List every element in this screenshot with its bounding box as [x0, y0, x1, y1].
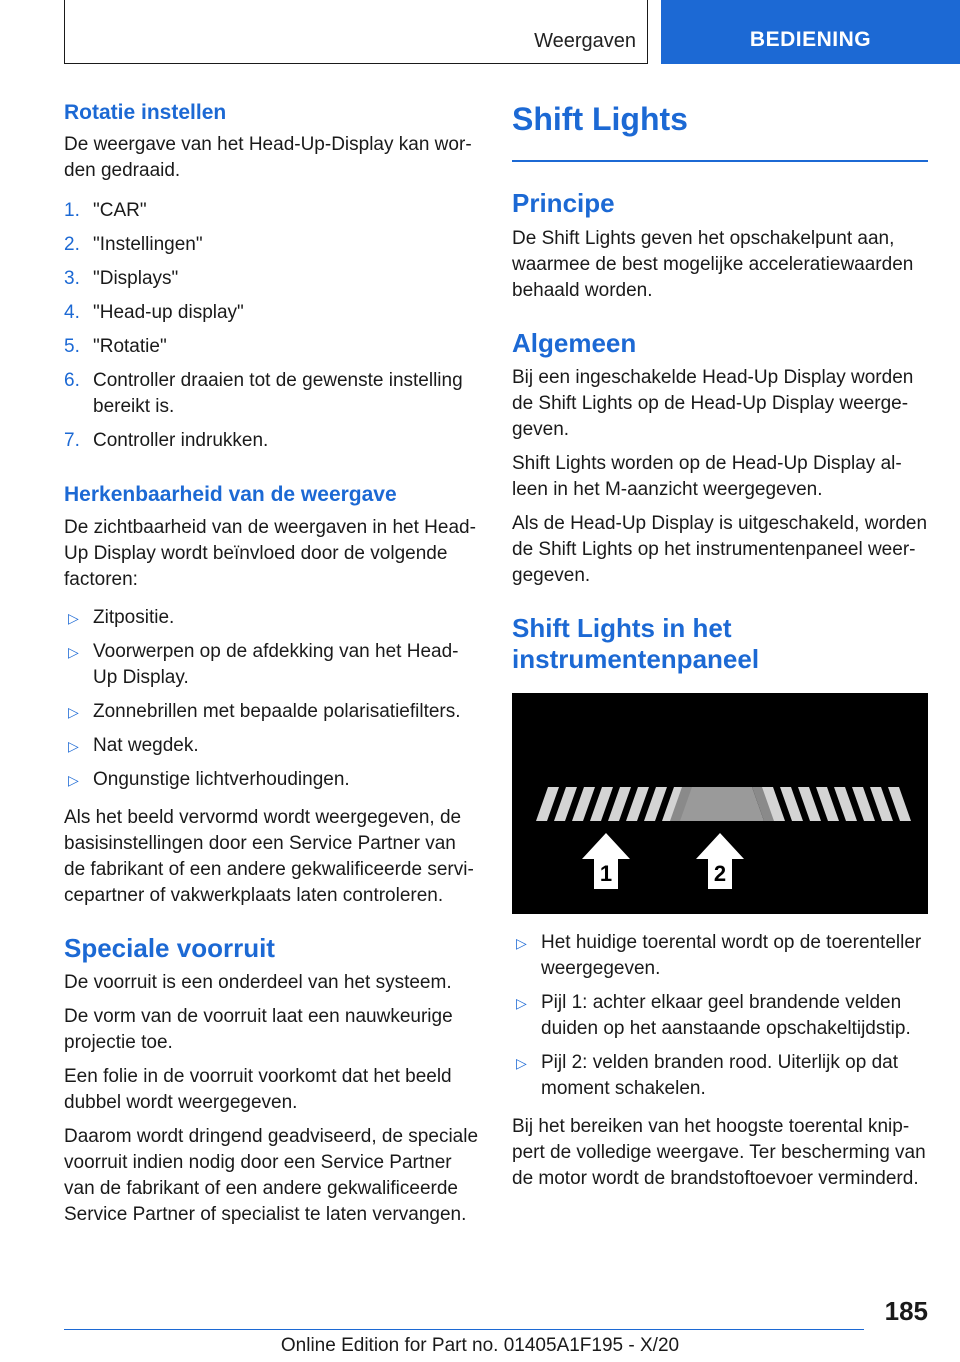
rotation-heading: Rotatie instellen: [64, 101, 227, 124]
windshield-paragraph: Een folie in de voorruit voorkomt dat het beeld dubbel wordt weergegeven.: [64, 1065, 452, 1113]
triangle-bullet-icon: ▷: [516, 995, 527, 1012]
windshield-heading: Speciale voorruit: [64, 932, 275, 963]
factor-text: Zonnebrillen met bepaalde polarisatiefilters.: [93, 700, 461, 722]
footer-edition: Online Edition for Part no. 01405A1F195 - X/20: [280, 1335, 680, 1356]
general-paragraph: Als de Head-Up Display is uitgeschakeld, worden de Shift Lights op het instrumentenpaneel weergegeven.: [512, 512, 928, 586]
step-text: "Head-up display": [93, 302, 244, 324]
shift-light-stripes-right: [762, 787, 911, 821]
title-rule: [512, 160, 928, 162]
list-item: [512, 1050, 928, 1102]
step-text: "CAR": [93, 200, 147, 222]
step-number: 3.: [64, 268, 80, 290]
list-item: [64, 639, 480, 691]
triangle-bullet-icon: ▷: [68, 609, 79, 626]
windshield-paragraph: De vorm van de voorruit laat een nauwkeurige projectie toe.: [64, 1005, 453, 1053]
shift-light-center-field: [680, 787, 764, 821]
windshield-paragraph: Daarom wordt dringend geadviseerd, de speciale voorruit indien nodig door een Service Partner van de fabrikant of een andere gekwalificeerde Service Partner of specialist te laten vervangen.: [64, 1125, 479, 1225]
list-item: [64, 266, 480, 292]
visibility-heading: Herkenbaarheid van de weergave: [64, 483, 397, 507]
shift-light-stripes-left: [536, 787, 685, 821]
general-paragraph: Shift Lights worden op de Head-Up Display alleen in het M-aanzicht weergegeven.: [512, 452, 902, 500]
list-item: [64, 232, 480, 258]
factor-text: Nat wegdek.: [93, 734, 199, 756]
step-text: "Displays": [93, 268, 179, 290]
list-item: [512, 990, 928, 1042]
factor-text: Ongunstige lichtverhoudingen.: [93, 768, 350, 790]
windshield-paragraph: De voorruit is een onderdeel van het systeem.: [64, 971, 452, 993]
cluster-item-text: Het huidige toerental wordt op de toerenteller weergegeven.: [541, 932, 922, 980]
shift-lights-figure: [512, 693, 928, 914]
triangle-bullet-icon: ▷: [516, 1055, 527, 1072]
step-number: 1.: [64, 200, 80, 222]
shift-lights-illustration: [512, 693, 928, 914]
step-number: 4.: [64, 302, 80, 324]
list-item: [512, 930, 928, 982]
list-item: [64, 368, 480, 420]
step-number: 5.: [64, 336, 80, 358]
left-column: [64, 100, 480, 1236]
header-section-title: Weergaven: [534, 30, 636, 52]
step-number: 6.: [64, 370, 80, 392]
arrow-2-label: 2: [713, 861, 727, 887]
step-number: 2.: [64, 234, 80, 256]
cluster-heading: Shift Lights in het instrumentenpaneel: [512, 612, 760, 674]
arrow-1-label: 1: [599, 861, 613, 887]
step-text: "Instellingen": [93, 234, 203, 256]
cluster-items: [512, 930, 928, 1102]
visibility-factors: [64, 605, 480, 793]
header-chapter-tab: BEDIENING: [661, 0, 960, 64]
page-number: 185: [884, 1296, 928, 1326]
shift-lights-title: Shift Lights: [512, 101, 688, 137]
list-item: [64, 428, 480, 454]
cluster-outro: Bij het bereiken van het hoogste toerental knippert de volledige weergave. Ter bescherming van de motor wordt de brandstoftoevoer verminderd.: [512, 1116, 926, 1190]
visibility-intro: De zichtbaarheid van de weergaven in het Head-Up Display wordt beïnvloed door de volgende factoren:: [64, 516, 476, 590]
principle-heading: Principe: [512, 188, 615, 219]
rotation-steps: [64, 198, 480, 454]
general-paragraph: Bij een ingeschakelde Head-Up Display worden de Shift Lights op de Head-Up Display weergegeven.: [512, 366, 914, 440]
triangle-bullet-icon: ▷: [68, 771, 79, 788]
cluster-item-text: Pijl 2: velden branden rood. Uiterlijk op dat moment schakelen.: [541, 1052, 898, 1100]
right-column: [512, 100, 928, 1200]
list-item: [64, 699, 480, 725]
factor-text: Zitpositie.: [93, 606, 175, 628]
rotation-intro: De weergave van het Head-Up-Display kan worden gedraaid.: [64, 134, 472, 182]
list-item: [64, 300, 480, 326]
triangle-bullet-icon: ▷: [68, 737, 79, 754]
cluster-item-text: Pijl 1: achter elkaar geel brandende velden duiden op het aanstaande opschakeltijdstip.: [541, 992, 911, 1040]
list-item: [64, 198, 480, 224]
principle-text: De Shift Lights geven het opschakelpunt aan, waarmee de best mogelijke acceleratiewaarden behaald worden.: [512, 227, 914, 301]
step-text: Controller indrukken.: [93, 430, 269, 452]
triangle-bullet-icon: ▷: [68, 643, 79, 660]
list-item: [64, 605, 480, 631]
step-text: Controller draaien tot de gewenste instelling bereikt is.: [93, 370, 463, 418]
general-heading: Algemeen: [512, 327, 637, 358]
list-item: [64, 767, 480, 793]
footer-rule: [64, 1329, 864, 1330]
factor-text: Voorwerpen op de afdekking van het Head-Up Display.: [93, 640, 459, 688]
triangle-bullet-icon: ▷: [68, 703, 79, 720]
step-number: 7.: [64, 430, 80, 452]
list-item: [64, 334, 480, 360]
triangle-bullet-icon: ▷: [516, 935, 527, 952]
step-text: "Rotatie": [93, 336, 167, 358]
list-item: [64, 733, 480, 759]
visibility-outro: Als het beeld vervormd wordt weergegeven, de basisinstellingen door een Service Partner van de fabrikant of een andere gekwalificeerde servicepartner of vakwerkplaats laten controleren.: [64, 806, 474, 906]
